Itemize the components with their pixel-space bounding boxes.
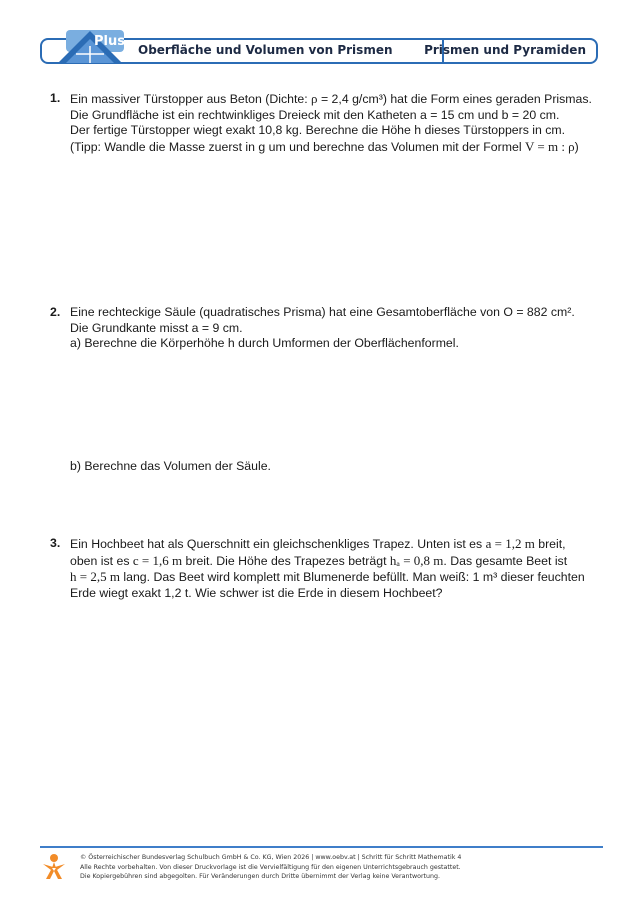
task-line: (Tipp: Wandle die Masse zuerst in g um und berechne das Volumen mit der Formel V = m : ρ): [70, 138, 579, 154]
header-bar: [40, 34, 598, 64]
task-line: Erde wiegt exakt 1,2 t. Wie schwer ist die Erde in diesem Hochbeet?: [70, 585, 443, 600]
task-line: Ein massiver Türstopper aus Beton (Dichte: ρ = 2,4 g/cm³) hat die Form eines geraden Prismas.: [70, 91, 592, 106]
task-subquestion-a: a) Berechne die Körperhöhe h durch Umformen der Oberflächenformel.: [70, 336, 459, 351]
task-number: 3.: [50, 536, 61, 550]
footer-line: Alle Rechte vorbehalten. Von dieser Druckvorlage ist die Vervielfältigung für den eigenen Unterrichtsgebrauch gestattet.: [80, 863, 461, 871]
footer-divider: [40, 846, 603, 848]
publisher-logo-icon: [40, 852, 68, 880]
footer-line: © Österreichischer Bundesverlag Schulbuch GmbH & Co. KG, Wien 2026 | www.oebv.at | Schritt für Schritt Mathematik 4: [80, 854, 462, 861]
task-line: Der fertige Türstopper wiegt exakt 10,8 kg. Berechne die Höhe h dieses Türstoppers in cm.: [70, 123, 566, 138]
task-3: [50, 536, 595, 601]
task-subquestion-b: b) Berechne das Volumen der Säule.: [70, 459, 271, 473]
task-1: [50, 91, 595, 155]
task-2: [50, 305, 595, 352]
task-line: oben ist es c = 1,6 m breit. Die Höhe des Trapezes beträgt hₐ = 0,8 m. Das gesamte Beet ist: [70, 552, 568, 568]
task-line: Die Grundkante misst a = 9 cm.: [70, 320, 243, 335]
chapter-title: Prismen und Pyramiden: [424, 43, 586, 57]
task-line: Ein Hochbeet hat als Querschnitt ein gleichschenkliges Trapez. Unten ist es a = 1,2 m breit,: [70, 536, 566, 551]
plus-logo-label: Plus: [94, 34, 125, 49]
footer-copyright: [80, 853, 590, 882]
task-2-part-b: [50, 459, 595, 475]
task-line: Eine rechteckige Säule (quadratisches Prisma) hat eine Gesamtoberfläche von O = 882 cm².: [70, 305, 575, 319]
task-line: h = 2,5 m lang. Das Beet wird komplett mit Blumenerde befüllt. Man weiß: 1 m³ dieser feuchten: [70, 569, 585, 585]
task-line: Die Grundfläche ist ein rechtwinkliges Dreieck mit den Katheten a = 15 cm und b = 20 cm.: [70, 107, 560, 122]
task-number: 2.: [50, 305, 61, 319]
task-number: 1.: [50, 91, 61, 105]
footer-line: Die Kopiergebühren sind abgegolten. Für Veränderungen durch Dritte übernimmt der Verlag keine Verantwortung.: [80, 873, 440, 880]
worksheet-title: Oberfläche und Volumen von Prismen: [138, 43, 393, 57]
